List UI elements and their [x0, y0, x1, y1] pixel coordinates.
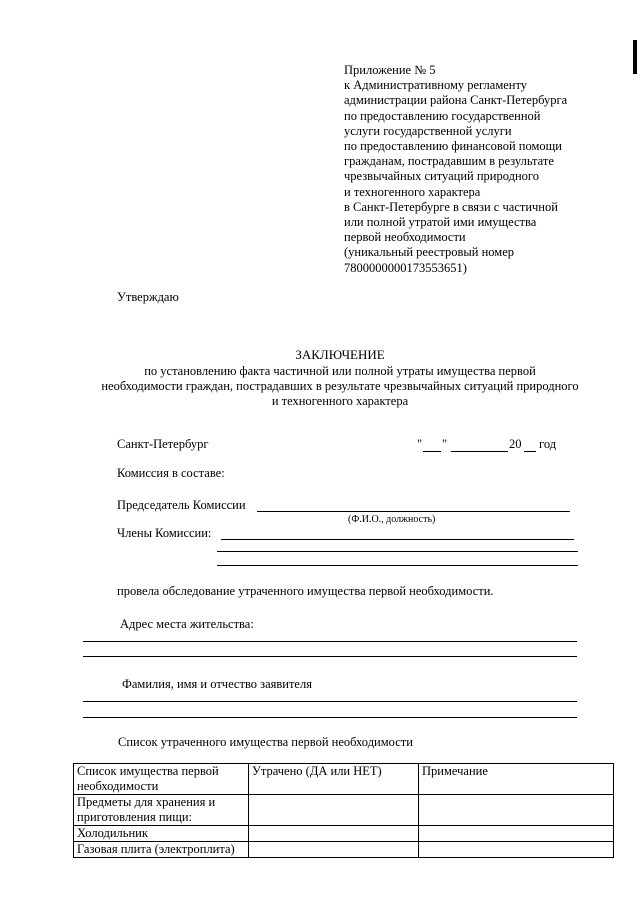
table-header-row: [74, 764, 614, 795]
appendix-line: первой необходимости: [344, 230, 466, 245]
survey-text: провела обследование утраченного имущества первой необходимости.: [117, 584, 494, 598]
applicant-field-2[interactable]: [83, 717, 577, 718]
appendix-line: и техногенного характера: [344, 184, 481, 199]
appendix-line: администрации района Санкт-Петербурга: [344, 93, 568, 108]
header-note: Примечание: [419, 764, 614, 795]
chairman-caption: (Ф.И.О., должность): [348, 514, 436, 525]
table-cell-item: Предметы для хранения и приготовления пищи:: [74, 795, 249, 826]
members-field-2[interactable]: [217, 551, 578, 552]
date-year-word: год: [539, 437, 557, 451]
table-row: [74, 842, 614, 858]
chairman-label: Председатель Комиссии: [117, 498, 246, 512]
header-lost: Утрачено (ДА или НЕТ): [249, 764, 419, 795]
table-row: [74, 826, 614, 842]
appendix-line: Приложение № 5: [344, 63, 436, 77]
property-table: [73, 763, 614, 858]
applicant-field-1[interactable]: [83, 701, 577, 702]
appendix-line: к Административному регламенту: [344, 78, 528, 93]
members-field-1[interactable]: [221, 539, 574, 540]
appendix-block: [344, 63, 614, 276]
address-label: Адрес места жительства:: [120, 617, 254, 631]
date-year-field[interactable]: [524, 451, 536, 452]
subtitle-line: по установлению факта частичной или полной утраты имущества первой: [144, 364, 536, 378]
appendix-line: или полной утратой ими имущества: [344, 215, 537, 230]
appendix-line: по предоставлению государственной: [344, 108, 541, 123]
table-cell-item: Газовая плита (электроплита): [74, 842, 249, 858]
appendix-line: услуги государственной услуги: [344, 123, 512, 138]
appendix-line: чрезвычайных ситуаций природного: [344, 169, 539, 184]
address-field-1[interactable]: [83, 641, 577, 642]
document-title: ЗАКЛЮЧЕНИЕ: [295, 347, 385, 362]
appendix-line: в Санкт-Петербурге в связи с частичной: [344, 199, 558, 214]
commission-label: Комиссия в составе:: [117, 466, 225, 480]
table-cell-lost[interactable]: [249, 826, 419, 842]
table-cell-lost[interactable]: [249, 842, 419, 858]
applicant-label: Фамилия, имя и отчество заявителя: [122, 677, 312, 691]
address-field-2[interactable]: [83, 656, 577, 657]
date-open-quote: ": [417, 437, 423, 451]
date-century: 20: [509, 437, 522, 451]
date-close-quote: ": [442, 437, 448, 451]
approve-label: Утверждаю: [117, 290, 179, 304]
appendix-line: (уникальный реестровый номер: [344, 245, 515, 260]
appendix-line: гражданам, пострадавшим в результате: [344, 154, 554, 169]
appendix-line: по предоставлению финансовой помощи: [344, 139, 562, 154]
table-cell-note[interactable]: [419, 795, 614, 826]
members-label: Члены Комиссии:: [117, 526, 212, 540]
subtitle-line: необходимости граждан, пострадавших в результате чрезвычайных ситуаций природного: [101, 379, 579, 394]
page-edge-mark: [633, 40, 637, 74]
table-row: [74, 795, 614, 826]
document-subtitle: [60, 364, 620, 410]
list-title: Список утраченного имущества первой необходимости: [118, 735, 413, 749]
city-label: Санкт-Петербург: [117, 437, 209, 451]
header-property-list: Список имущества первой необходимости: [74, 764, 249, 795]
subtitle-line: и техногенного характера: [271, 394, 409, 409]
table-cell-item: Холодильник: [74, 826, 249, 842]
table-cell-note[interactable]: [419, 826, 614, 842]
members-field-3[interactable]: [217, 565, 578, 566]
appendix-line: 7800000000173553651): [344, 260, 467, 275]
table-cell-lost[interactable]: [249, 795, 419, 826]
date-month-field[interactable]: [451, 451, 508, 452]
date-day-field[interactable]: [423, 451, 441, 452]
table-cell-note[interactable]: [419, 842, 614, 858]
